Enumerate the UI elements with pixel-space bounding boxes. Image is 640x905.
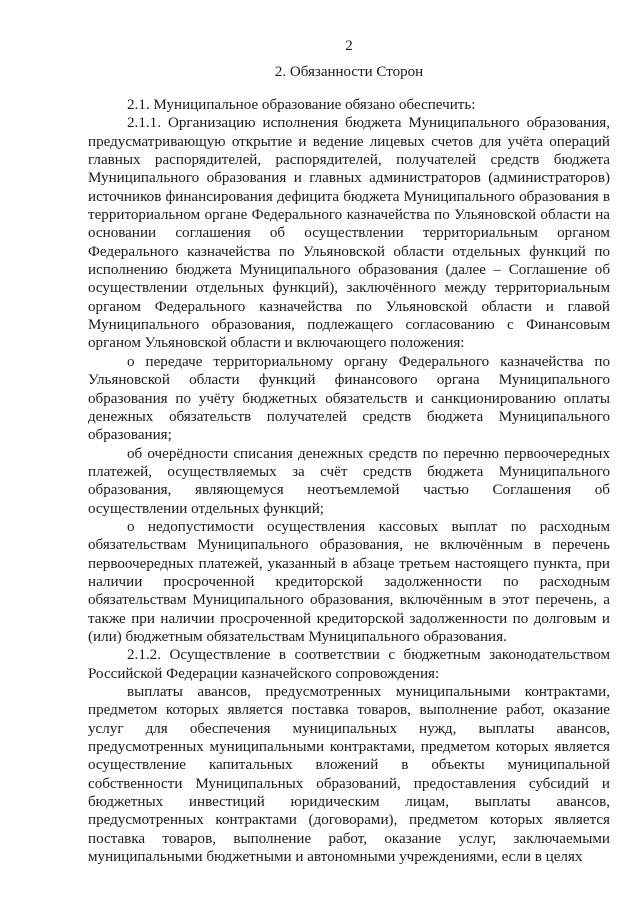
section-title: 2. Обязанности Сторон bbox=[274, 64, 424, 80]
paragraph-2-1-2: 2.1.2. Осуществление в соответствии с бюджетным законодательством Российской Федерации казначейского сопровождения: bbox=[88, 647, 610, 682]
page-number: 2 bbox=[345, 38, 353, 54]
paragraph-transfer-functions: о передаче территориальному органу Федерального казначейства по Ульяновской области функций финансового органа Муниципального образования по учёту бюджетных обязательств и санкционированию оплаты денежных обязательств получателей средств бюджета Муниципального образования; bbox=[88, 353, 610, 444]
paragraph-payment-order: об очерёдности списания денежных средств по перечню первоочередных платежей, осуществляемых за счёт средств бюджета Муниципального образования, являющемуся неотъемлемой частью Соглашения об осуществлении отдельных функций; bbox=[88, 445, 610, 517]
document-body bbox=[88, 96, 610, 866]
paragraph-advance-payments: выплаты авансов, предусмотренных муниципальными контрактами, предметом которых является поставка товаров, выполнение работ, оказание услуг для обеспечения муниципальных нужд, выплаты авансов, предусмотренных муниципальными контрактами, предметом которых является осуществление капитальных вложений в объекты муниципальной собственности Муниципальных образований, предоставления субсидий и бюджетных инвестиций юридическим лицам, выплаты авансов, предусмотренных контрактами (договорами), предметом которых является поставка товаров, выполнение работ, оказание услуг, заключаемыми муниципальными бюджетными и автономными учреждениями, если в целях bbox=[88, 684, 610, 866]
paragraph-payment-restriction: о недопустимости осуществления кассовых выплат по расходным обязательствам Муниципального образования, не включённым в перечень первоочередных платежей, указанный в абзаце третьем настоящего пункта, при наличии просроченной кредиторской задолженности по расходным обязательствам Муниципального образования, включённым в этот перечень, а также при наличии просроченной кредиторской задолженности по долговым и (или) бюджетным обязательствам Муниципального образования. bbox=[88, 518, 610, 645]
paragraph-2-1-1: 2.1.1. Организацию исполнения бюджета Муниципального образования, предусматривающую открытие и ведение лицевых счетов для учёта операций главных распорядителей, распорядителей, получателей средств бюджета Муниципального образования и главных администраторов (администраторов) источников финансирования дефицита бюджета Муниципального образования в территориальном органе Федерального казначейства по Ульяновской области на основании соглашения об осуществлении территориальным органом Федерального казначейства по Ульяновской области отдельных функций по исполнению бюджета Муниципального образования (далее – Соглашение об осуществлении отдельных функций), заключённого между территориальным органом Федерального казначейства по Ульяновской области и главой Муниципального образования, подлежащего согласованию с Финансовым органом Ульяновской области и включающего положения: bbox=[88, 115, 610, 352]
paragraph-2-1: 2.1. Муниципальное образование обязано обеспечить: bbox=[127, 97, 476, 113]
